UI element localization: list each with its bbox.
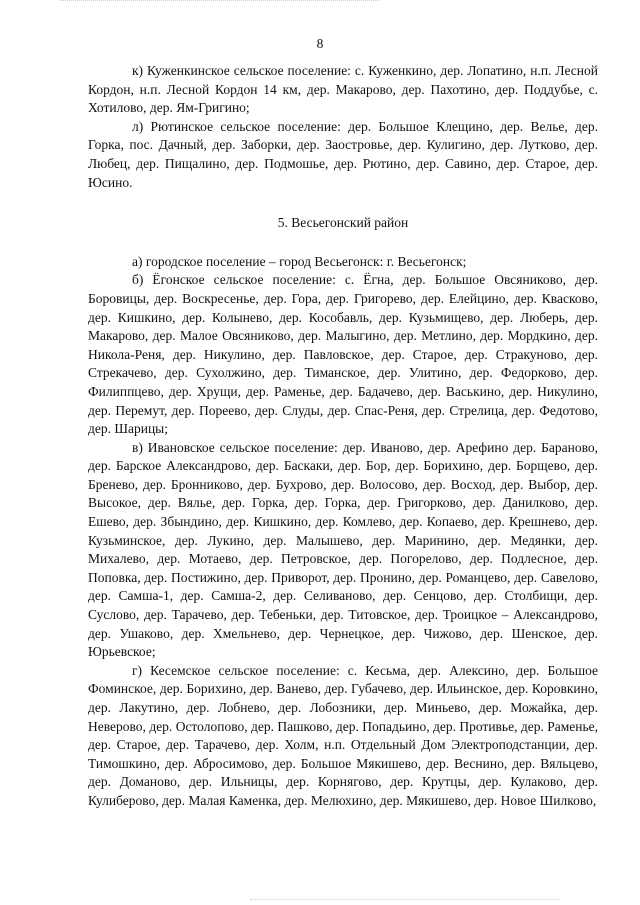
document-body <box>88 62 598 811</box>
paragraph-kuzhenkinskoe: к) Куженкинское сельское поселение: с. Куженкино, дер. Лопатино, н.п. Лесной Кордон, н.п. Лесной Кордон 14 км, дер. Макарово, дер. Пахотино, дер. Поддубье, с. Хотилово, дер. Ям-Григино; <box>88 63 598 116</box>
section-heading: 5. Весьегонский район <box>277 215 409 231</box>
paragraph-egonskoe: б) Ёгонское сельское поселение: с. Ёгна, дер. Большое Овсяниково, дер. Боровицы, дер. Воскресенье, дер. Гора, дер. Григорево, дер. Елейцино, дер. Квасково, дер. Кишкино, дер. Колынево, дер. Кособавль, дер. Кузьмищево, дер. Люберь, дер. Макарово, дер. Малое Овсяниково, дер. Малыгино, дер. Метлино, дер. Мордкино, дер. Никола-Реня, дер. Никулино, дер. Павловское, дер. Старое, дер. Стракуново, дер. Стрекачево, дер. Сухолжино, дер. Тиманское, дер. Улитино, дер. Федорково, дер. Филиппцево, дер. Хрущи, дер. Раменье, дер. Бадачево, дер. Васькино, дер. Никулино, дер. Перемут, дер. Пореево, дер. Слуды, дер. Спас-Реня, дер. Стрелица, дер. Федотово, дер. Шарицы; <box>88 272 598 437</box>
page-number: 8 <box>316 36 324 51</box>
paragraph-ivanovskoe: в) Ивановское сельское поселение: дер. Иваново, дер. Арефино дер. Бараново, дер. Барское Александрово, дер. Баскаки, дер. Бор, дер. Борихино, дер. Борщево, дер. Бренево, дер. Бронниково, дер. Бухрово, дер. Волосово, дер. Восход, дер. Выбор, дер. Высокое, дер. Вялье, дер. Горка, дер. Горка, дер. Григорково, дер. Данилково, дер. Ешево, дер. Збындино, дер. Кишкино, дер. Комлево, дер. Копаево, дер. Крешнево, дер. Кузьминское, дер. Лукино, дер. Малышево, дер. Маринино, дер. Медянки, дер. Михалево, дер. Мотаево, дер. Петровское, дер. Погорелово, дер. Подлесное, дер. Поповка, дер. Постижино, дер. Приворот, дер. Пронино, дер. Романцево, дер. Савелово, дер. Самша-1, дер. Самша-2, дер. Селиваново, дер. Сенцово, дер. Столбищи, дер. Суслово, дер. Тарачево, дер. Тебеньки, дер. Титовское, дер. Троицкое – Александрово, дер. Ушаково, дер. Хмельнево, дер. Чернецкое, дер. Чижово, дер. Шенское, дер. Юрьевское; <box>88 439 598 660</box>
scan-edge-bottom <box>250 899 560 903</box>
scan-edge-top <box>60 0 380 4</box>
paragraph-ryutinskoe: л) Рютинское сельское поселение: дер. Большое Клещино, дер. Велье, дер. Горка, пос. Дачный, дер. Заборки, дер. Заостровье, дер. Кулигино, дер. Лутково, дер. Любец, дер. Пищалино, дер. Подмошье, дер. Рютино, дер. Савино, дер. Старое, дер. Юсино. <box>88 118 598 190</box>
paragraph-vesyegonsk-city: а) городское поселение – город Весьегонск: г. Весьегонск; <box>132 253 467 269</box>
paragraph-kesemskoe: г) Кесемское сельское поселение: с. Кесьма, дер. Алексино, дер. Большое Фоминское, дер. Борихино, дер. Ванево, дер. Губачево, дер. Ильинское, дер. Коровкино, дер. Лакутино, дер. Лобнево, дер. Лобозники, дер. Миньево, дер. Можайка, дер. Неверово, дер. Остолопово, дер. Пашково, дер. Попадьино, дер. Противье, дер. Раменье, дер. Старое, дер. Тарачево, дер. Холм, н.п. Отдельный Дом Электроподстанции, дер. Тимошкино, дер. Абросимово, дер. Большое Мякишево, дер. Веснино, дер. Вяльцево, дер. Доманово, дер. Ильницы, дер. Корнягово, дер. Крутцы, дер. Кулаково, дер. Кулиберово, дер. Малая Каменка, дер. Мелюхино, дер. Мякишево, дер. Новое Шилково, <box>88 662 598 808</box>
